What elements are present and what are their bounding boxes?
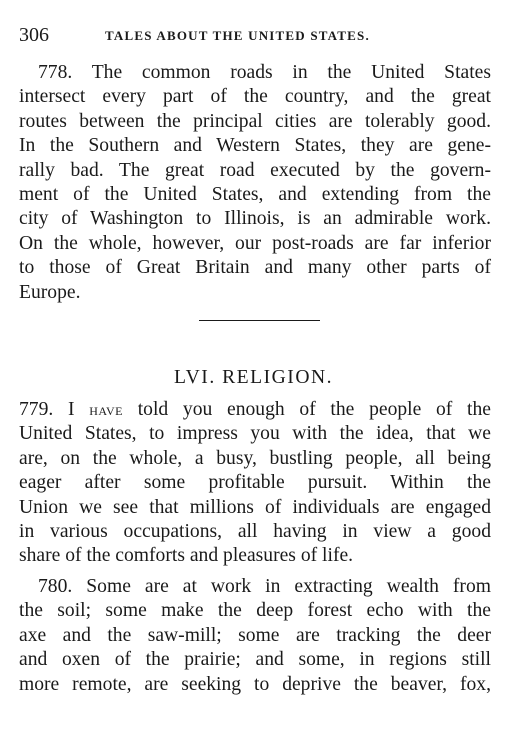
text-line: Europe.	[19, 281, 81, 303]
section-divider	[199, 320, 320, 321]
text-line: more remote, are seeking to deprive the beaver, fox,	[19, 673, 491, 695]
text-line: routes between the principal cities are tolerably good.	[19, 110, 491, 132]
text-line: United States, to impress you with the idea, that we	[19, 423, 491, 445]
text-line-first	[19, 398, 491, 422]
text-line: 778. The common roads in the United States	[38, 62, 491, 83]
small-caps-word: have	[89, 400, 124, 419]
text-line: city of Washington to Illinois, is an admirable work.	[19, 208, 491, 230]
text-line: the soil; some make the deep forest echo with the	[19, 600, 491, 622]
text-line: in various occupations, all having in view a good	[19, 521, 491, 543]
text-line: In the Southern and Western States, they are gene-	[19, 135, 491, 157]
paragraph-779	[19, 398, 491, 569]
text-line: ment of the United States, and extending from the	[19, 184, 491, 206]
text-line: and oxen of the prairie; and some, in regions still	[19, 649, 491, 671]
text-line: eager after some profitable pursuit. Within the	[19, 472, 491, 494]
text-line: share of the comforts and pleasures of life.	[19, 545, 354, 567]
text-line: to those of Great Britain and many other parts of	[19, 257, 491, 279]
page-number: 306	[19, 24, 49, 46]
paragraph-780	[19, 575, 491, 697]
running-head: TALES ABOUT THE UNITED STATES.	[105, 28, 370, 43]
text-line: 780. Some are at work in extracting wealth from	[38, 576, 491, 597]
text-line: Union we see that millions of individuals are engaged	[19, 496, 491, 518]
text-line: intersect every part of the country, and the great	[19, 86, 491, 108]
text-line: axe and the saw-mill; some are tracking the deer	[19, 624, 491, 646]
paragraph-778	[19, 61, 491, 305]
page-header	[19, 23, 491, 47]
text-line: On the whole, however, our post-roads are far inferior	[19, 232, 491, 254]
para-779-first-rest: told you enough of the people of the	[123, 399, 491, 420]
text-line: are, on the whole, a busy, bustling people, all being	[19, 447, 491, 469]
para-779-lead: 779. I	[19, 399, 90, 420]
section-title: LVI. RELIGION.	[173, 367, 334, 388]
text-line: rally bad. The great road executed by the govern-	[19, 159, 491, 181]
